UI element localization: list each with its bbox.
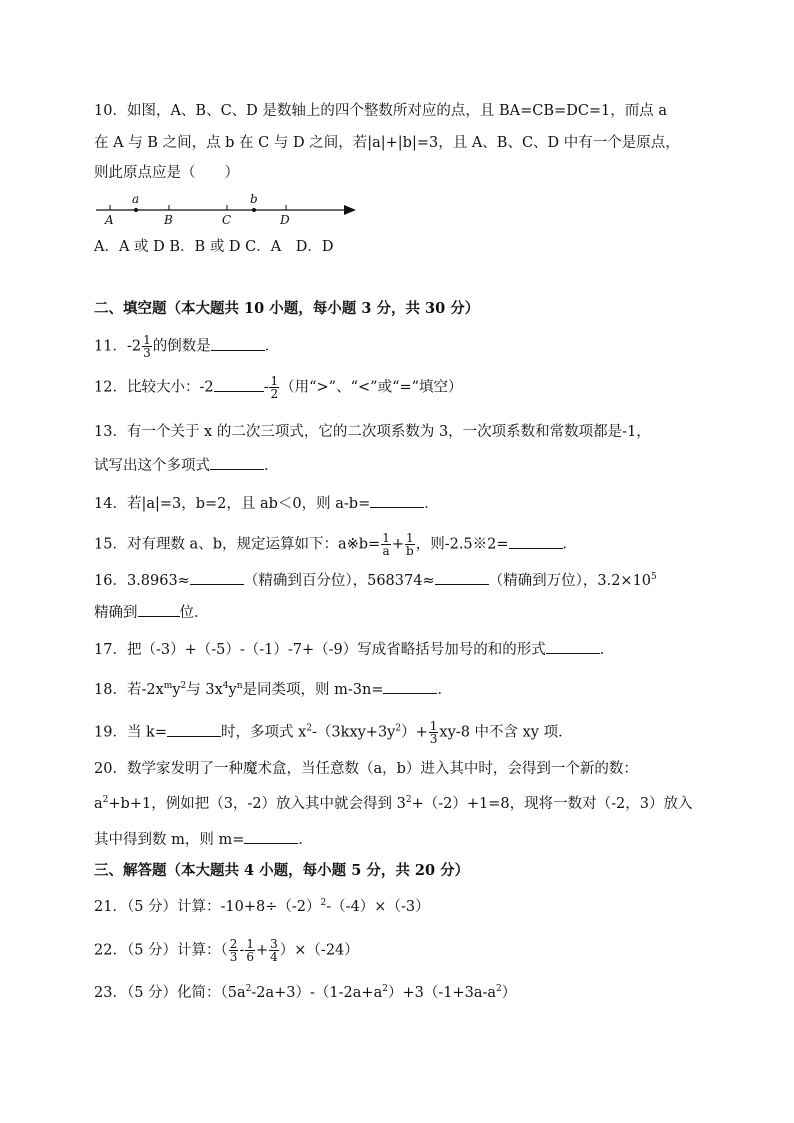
q12: 12．比较大小：-2 - $\frac{1}{2}$ （用“>”、“<”或“=”填空） [94,374,463,401]
q10-line2: 在 A 与 B 之间，点 b 在 C 与 D 之间，若|a|+|b|=3，且 A、B、C、D 中有一个是原点， [94,135,680,151]
q15: 15．对有理数 a、b，规定运算如下：a※b= $\frac{1}{a}$ + $\frac{1}{b}$ ，则-2.5※2= ． [94,531,578,558]
answer-blank[interactable] [370,493,424,508]
label-A: A [105,213,114,227]
q12-fraction: $\frac{1}{2}$ [270,374,279,401]
q23: 23．（5 分）化简：$(5a^2-2a+3)-(1-2a+a^2)+3(-1+3a-a^2)$ [94,984,517,1001]
answer-blank[interactable] [190,570,244,585]
answer-blank[interactable] [435,570,489,585]
q13-line2: 试写出这个多项式 ． [94,455,279,476]
section2-title: 二、填空题（本大题共 10 小题，每小题 3 分，共 30 分） [94,300,480,317]
answer-blank[interactable] [546,639,600,654]
answer-blank[interactable] [214,377,264,392]
point-b-dot [252,208,256,212]
answer-blank[interactable] [211,336,265,351]
q17: 17．把（-3）+（-5）-（-1）-7+（-9）写成省略括号加号的和的形式 ． [94,639,614,660]
q16-line2: 精确到 位． [94,602,209,623]
q16-line1: 16．3.8963≈ （精确到百分位），568374≈ （精确到万位），$3.2\times 10^5$ [94,570,657,591]
label-B: B [164,213,173,227]
q13-line1: 13．有一个关于 x 的二次三项式，它的二次项系数为 3，一次项系数和常数项都是-1， [94,424,651,440]
section3-title: 三、解答题（本大题共 4 小题，每小题 5 分，共 20 分） [94,862,470,879]
label-D: D [280,213,290,227]
answer-blank[interactable] [509,534,563,549]
answer-blank[interactable] [383,679,437,694]
q21: 21．（5 分）计算：$-10+8\div(-2)^2-(-4)\times(-3)$ [94,898,430,915]
q22-fraction-1: $\frac{2}{3}$ [229,937,238,964]
q11: 11．-2 $\frac{1}{3}$ 的倒数是 ． [94,333,280,360]
q18: 18．若$-2x^my^2$与 $3x^4y^n$是同类项，则 m-3n= ． [94,679,452,700]
label-C: C [222,213,232,227]
q22: 22．（5 分）计算：（ $\frac{2}{3}$ - $\frac{1}{6}$ + $\frac{3}{4}$ ）×（-24） [94,937,359,964]
q10-options: A．A 或 D B．B 或 D C．A D．D [94,239,334,255]
label-b: b [250,192,258,206]
answer-blank[interactable] [167,722,221,737]
q10-line3: 则此原点应是（ ） [94,165,239,181]
q19-fraction: $\frac{1}{3}$ [429,719,438,746]
point-a-dot [134,208,138,212]
q15-fraction-2: $\frac{1}{b}$ [406,531,414,558]
q20-line2: $a^2+b+1$，例如把（3，-2）放入其中就会得到 $3^2+(-2)+1=8$，现将一数对（-2，3）放入 [94,795,693,812]
q20-line3: 其中得到数 m，则 m= ． [94,829,313,850]
q19: 19．当 k= 时，多项式 $x^2-(3kxy+3y^2)+$ $\frac{1}{3}$ xy-8 中不含 xy 项． [94,719,573,746]
q20-line1: 20．数学家发明了一种魔术盒，当任意数（a，b）进入其中时，会得到一个新的数： [94,761,638,777]
answer-blank[interactable] [244,829,298,844]
answer-blank[interactable] [138,602,180,617]
q15-fraction-1: $\frac{1}{a}$ [382,531,390,558]
q14: 14．若|a|=3，b=2，且 ab＜0，则 a-b= ． [94,493,439,514]
arrow-head-icon [344,205,356,215]
q22-fraction-2: $\frac{1}{6}$ [246,937,254,964]
number-line-figure [94,190,364,230]
q10-line1: 10．如图，A、B、C、D 是数轴上的四个整数所对应的点，且 BA=CB=DC=1，而点 a [94,103,668,119]
label-a: a [132,192,140,206]
q22-fraction-3: $\frac{3}{4}$ [270,937,278,964]
answer-blank[interactable] [210,455,264,470]
q11-fraction: $\frac{1}{3}$ [143,333,151,360]
